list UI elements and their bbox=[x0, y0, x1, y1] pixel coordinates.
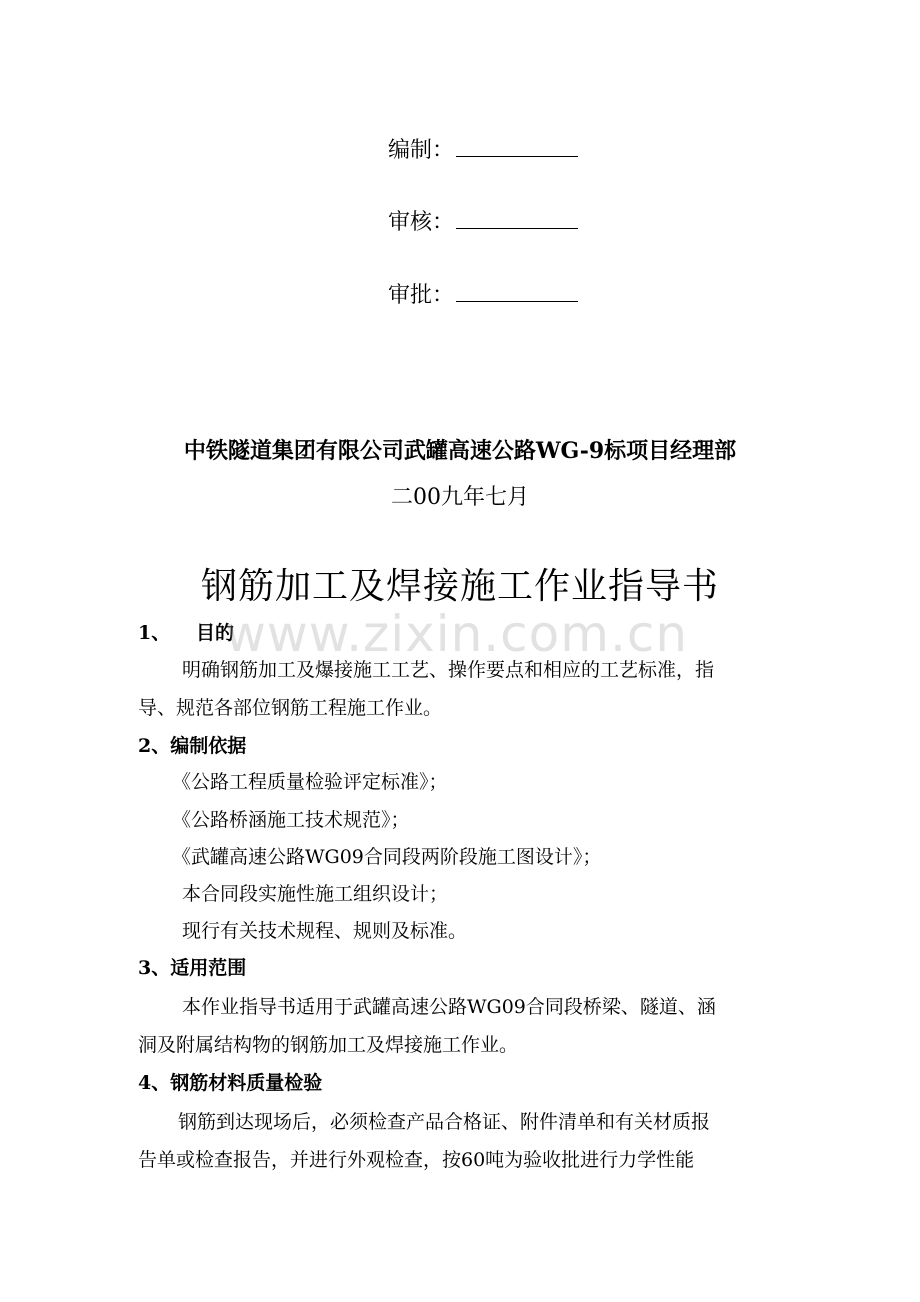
section-2-line-2: 《公路桥涵施工技术规范》； bbox=[172, 809, 410, 831]
site-watermark: www.zixin.com.cn bbox=[225, 605, 689, 663]
section-4-line-1: 钢筋到达现场后，必须检查产品合格证、附件清单和有关材质报 bbox=[178, 1111, 711, 1133]
compile-signature-line bbox=[456, 134, 578, 157]
section-2-line-3: 《武罐高速公路WG09合同段两阶段施工图设计》； bbox=[172, 846, 602, 868]
review-label: 审核： bbox=[388, 210, 455, 235]
document-title: 钢筋加工及焊接施工作业指导书 bbox=[200, 566, 719, 607]
section-2-line-4: 本合同段实施性施工组织设计； bbox=[182, 883, 449, 905]
section-2-line-5: 现行有关技术规程、规则及标准。 bbox=[182, 920, 468, 942]
section-1-line-2: 导、规范各部位钢筋工程施工作业。 bbox=[138, 697, 443, 719]
section-3-line-1: 本作业指导书适用于武罐高速公路WG09合同段桥梁、隧道、涵 bbox=[182, 996, 716, 1018]
section-4-line-2: 告单或检查报告，并进行外观检查，按60吨为验收批进行力学性能 bbox=[138, 1149, 695, 1171]
review-signature-row bbox=[388, 206, 578, 238]
approve-label: 审批： bbox=[388, 283, 455, 308]
section-1-line-1: 明确钢筋加工及爆接施工工艺、操作要点和相应的工艺标准，指 bbox=[182, 659, 715, 681]
approve-signature-row bbox=[388, 279, 578, 311]
section-4-heading: 4、钢筋材料质量检验 bbox=[138, 1072, 323, 1094]
section-1-heading bbox=[138, 619, 234, 647]
section-1-title: 目的 bbox=[196, 622, 235, 644]
section-2-line-1: 《公路工程质量检验评定标准》； bbox=[172, 771, 448, 793]
compile-label: 编制： bbox=[388, 138, 455, 163]
section-1-number: 1、 bbox=[138, 622, 171, 644]
company-name: 中铁隧道集团有限公司武罐高速公路WG-9标项目经理部 bbox=[183, 438, 737, 464]
section-3-heading: 3、适用范围 bbox=[138, 957, 247, 979]
section-3-line-2: 洞及附属结构物的钢筋加工及焊接施工作业。 bbox=[138, 1034, 519, 1056]
document-date: 二00九年七月 bbox=[391, 485, 529, 510]
review-signature-line bbox=[456, 206, 578, 229]
approve-signature-line bbox=[456, 279, 578, 302]
section-2-heading: 2、编制依据 bbox=[138, 735, 247, 757]
compile-signature-row bbox=[388, 134, 578, 166]
